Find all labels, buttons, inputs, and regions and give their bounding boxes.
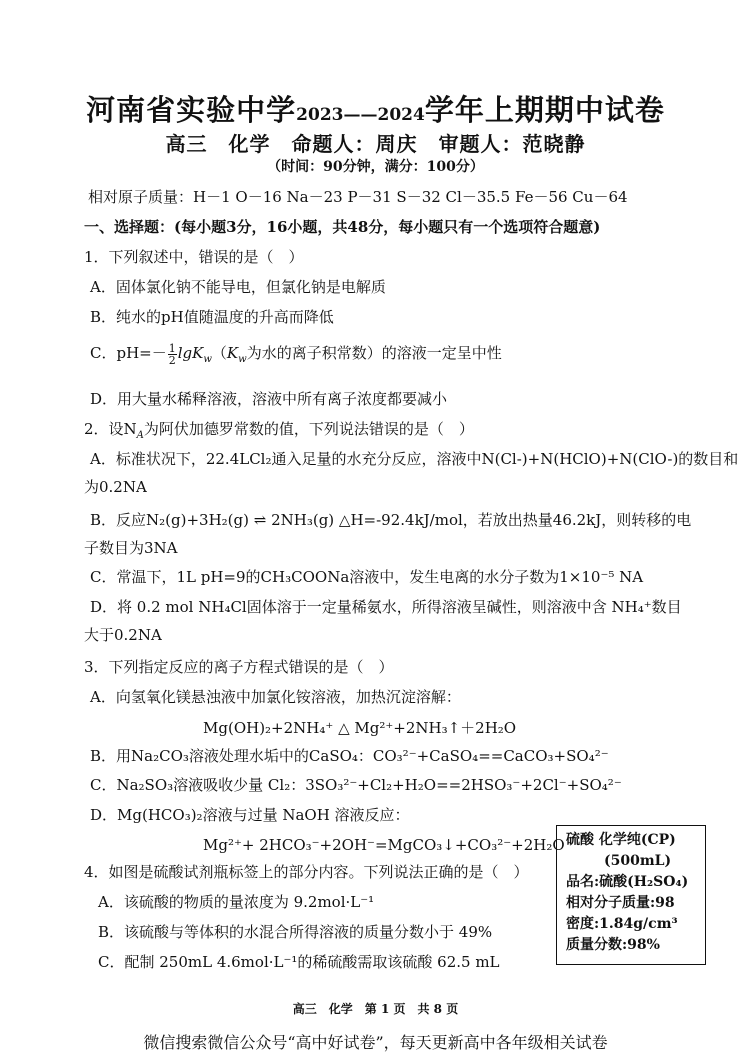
exam-title — [0, 88, 751, 129]
page-footer: 高三 化学 第 1 页 共 8 页 — [292, 1002, 459, 1016]
q1-c-sub2: w — [238, 354, 247, 365]
fraction-numerator: 1 — [168, 341, 176, 355]
q1-stem: 1．下列叙述中，错误的是（ ） — [84, 248, 304, 266]
q1-option-d: D．用大量水稀释溶液，溶液中所有离子浓度都要减小 — [90, 390, 448, 408]
q2-stem-sub: A — [136, 430, 144, 441]
q3-option-b: B．用Na₂CO₃溶液处理水垢中的CaSO₄：CO₃²⁻+CaSO₄==CaCO₃+SO₄²⁻ — [90, 747, 609, 765]
q1-c-k: K — [226, 344, 239, 362]
label-line-6: 质量分数:98% — [566, 937, 660, 953]
section-heading: 一、选择题：(每小题3分，16小题，共48分，每小题只有一个选项符合题意) — [84, 218, 601, 236]
q1-option-a: A．固体氯化钠不能导电，但氯化钠是电解质 — [90, 278, 386, 296]
q2-option-b-line1: B．反应N₂(g)+3H₂(g) ⇌ 2NH₃(g) △H=-92.4kJ/mol，若放出热量46.2kJ，则转移的电 — [90, 511, 692, 529]
q1-c-paren: （ — [211, 344, 227, 362]
q1-c-log: lgK — [177, 344, 204, 362]
label-line-4: 相对分子质量:98 — [566, 895, 675, 911]
q3-option-d: D．Mg(HCO₃)₂溶液与过量 NaOH 溶液反应： — [90, 806, 410, 824]
q1-option-c — [90, 342, 502, 371]
q3-option-a-equation: Mg(OH)₂+2NH₄⁺ △ Mg²⁺+2NH₃↑＋2H₂O — [203, 719, 517, 737]
q2-option-b-line2: 子数目为3NA — [84, 539, 178, 557]
title-term: 学年上期期中试卷 — [424, 93, 665, 127]
q2-option-d-line2: 大于0.2NA — [84, 626, 162, 644]
q3-stem: 3．下列指定反应的离子方程式错误的是（ ） — [84, 658, 394, 676]
exam-time-info: （时间：90分钟，满分：100分） — [267, 159, 484, 175]
fraction-denominator: 2 — [168, 353, 176, 367]
q3-option-a: A．向氢氧化镁悬浊液中加氯化铵溶液，加热沉淀溶解： — [90, 688, 461, 706]
title-school: 河南省实验中学 — [86, 93, 297, 127]
label-line-5: 密度:1.84g/cm³ — [566, 916, 678, 932]
atomic-mass-line: 相对原子质量：H－1 O－16 Na－23 P－31 S－32 Cl－35.5 Fe－56 Cu－64 — [88, 188, 628, 206]
q2-option-a-line1: A．标准状况下，22.4LCl₂通入足量的水充分反应，溶液中N(Cl-)+N(HClO)+N(ClO-)的数目和 — [90, 450, 739, 468]
q1-c-sub: w — [203, 354, 212, 365]
label-line-3: 品名:硫酸(H₂SO₄) — [566, 874, 689, 890]
q2-stem-post: 为阿伏加德罗常数的值，下列说法错误的是（ ） — [143, 420, 474, 438]
label-line-1: 硫酸 化学纯(CP) — [566, 832, 676, 848]
q4-option-c: C．配制 250mL 4.6mol·L⁻¹的稀硫酸需取该硫酸 62.5 mL — [98, 953, 500, 971]
exam-subtitle: 高三 化学 命题人：周庆 审题人：范晓静 — [165, 132, 586, 156]
q4-stem: 4．如图是硫酸试剂瓶标签上的部分内容。下列说法正确的是（ ） — [84, 863, 529, 881]
q1-c-fraction — [168, 343, 177, 366]
q1-c-prefix: C．pH=－ — [90, 344, 167, 362]
title-year: 2023——2024 — [296, 105, 425, 125]
q2-stem — [84, 418, 474, 447]
q1-c-suffix: 为水的离子积常数）的溶液一定呈中性 — [246, 344, 502, 362]
wechat-note: 微信搜索微信公众号“高中好试卷”，每天更新高中各年级相关试卷 — [143, 1033, 608, 1052]
q2-option-d-line1: D．将 0.2 mol NH₄Cl固体溶于一定量稀氨水，所得溶液呈碱性，则溶液中含 NH₄⁺数目 — [90, 598, 682, 616]
q4-option-a: A．该硫酸的物质的量浓度为 9.2mol·L⁻¹ — [98, 893, 375, 911]
label-line-2: (500mL) — [604, 853, 672, 869]
sulfuric-acid-label — [556, 825, 706, 965]
q2-stem-pre: 2．设N — [84, 420, 137, 438]
q4-option-b: B．该硫酸与等体积的水混合所得溶液的质量分数小于 49% — [98, 923, 493, 941]
q3-option-d-equation: Mg²⁺+ 2HCO₃⁻+2OH⁻=MgCO₃↓+CO₃²⁻+2H₂O — [203, 836, 565, 854]
q2-option-c: C．常温下，1L pH=9的CH₃COONa溶液中，发生电离的水分子数为1×10⁻⁵ NA — [90, 568, 644, 586]
q1-option-b: B．纯水的pH值随温度的升高而降低 — [90, 308, 334, 326]
q3-option-c: C．Na₂SO₃溶液吸收少量 Cl₂：3SO₃²⁻+Cl₂+H₂O==2HSO₃⁻+2Cl⁻+SO₄²⁻ — [90, 776, 622, 794]
q2-option-a-line2: 为0.2NA — [84, 478, 147, 496]
